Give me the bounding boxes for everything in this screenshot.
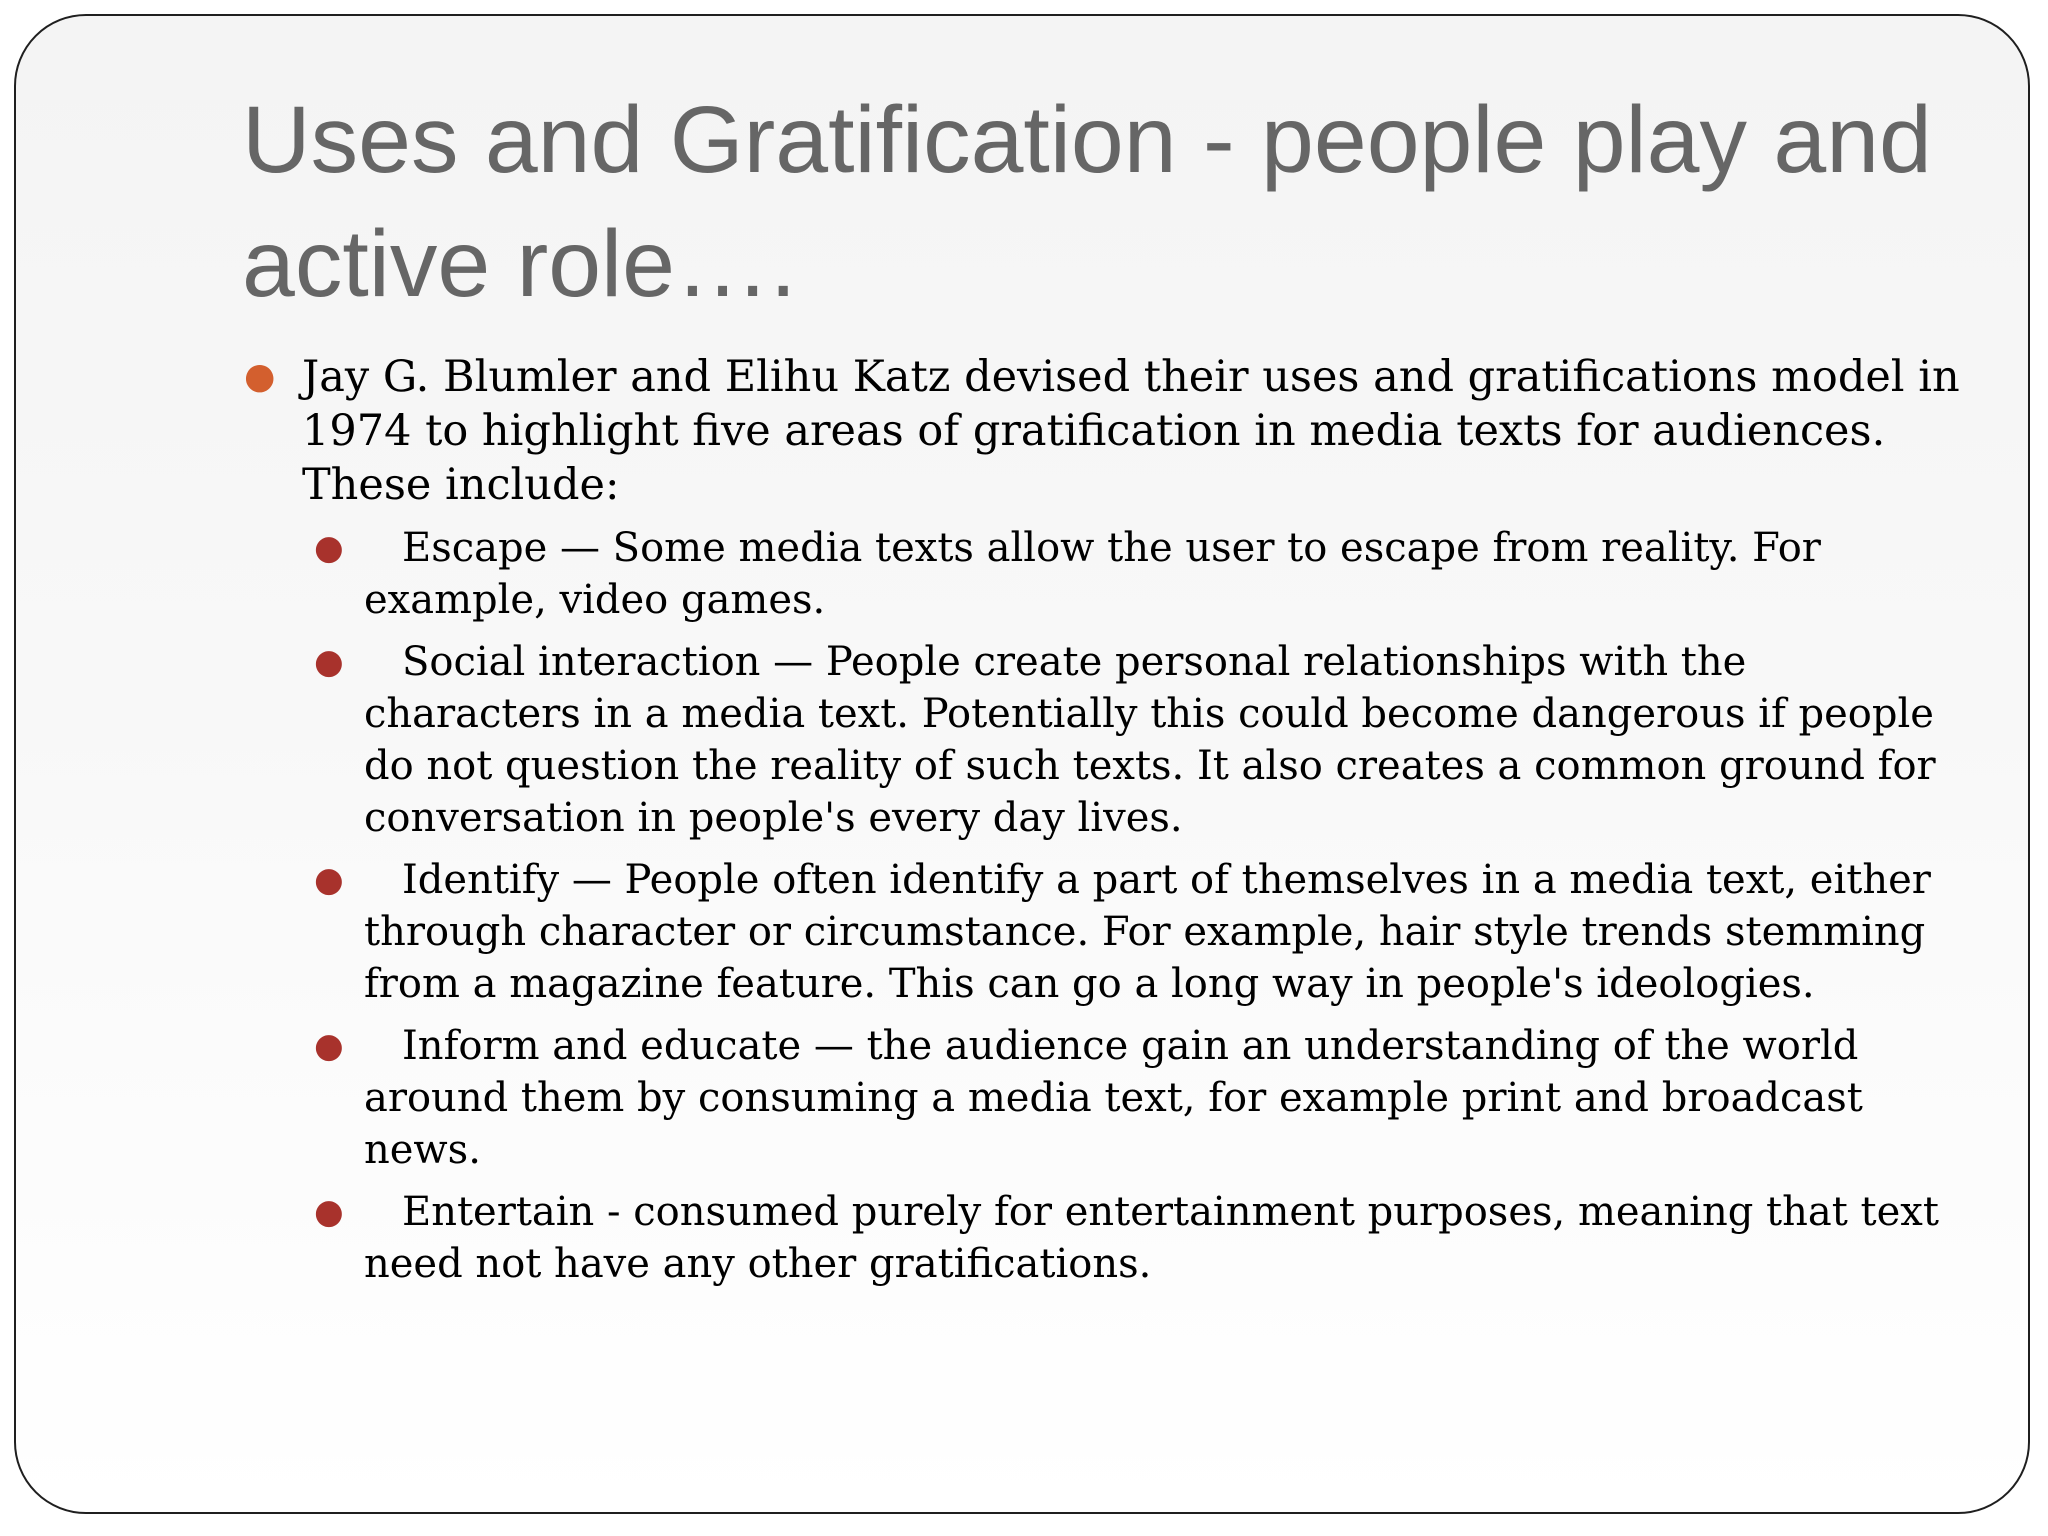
slide-body <box>242 350 1962 1290</box>
sub-bullet-text: Escape — Some media texts allow the user to escape from reality. For example, video games. <box>364 525 1821 623</box>
sub-bullet-text: Identify — People often identify a part of themselves in a media text, either through character or circumstance. For example, hair style trends stemming from a magazine feature. This can go a long way in people's ideologies. <box>364 857 1931 1007</box>
sub-bullet-text: Entertain - consumed purely for entertainment purposes, meaning that text need not have any other gratifications. <box>364 1189 1939 1287</box>
sub-bullet-entertain <box>242 1186 1962 1290</box>
bullet-dot-icon: ● <box>314 642 344 682</box>
bullet-dot-icon: ● <box>314 860 344 900</box>
bullet-dot-icon: ● <box>314 1192 344 1232</box>
sub-bullet-text: Social interaction — People create personal relationships with the characters in a media text. Potentially this could become dangerous if people do not question the reality of such texts. It also creates a common ground for conversation in people's every day lives. <box>364 639 1936 841</box>
bullet-dot-icon: ● <box>314 1026 344 1066</box>
sub-bullet-list <box>242 522 1962 1290</box>
sub-bullet-identify <box>242 854 1962 1010</box>
intro-text: Jay G. Blumler and Elihu Katz devised their uses and gratifications model in 1974 to highlight five areas of gratification in media texts for audiences. These include: <box>302 352 1960 510</box>
bullet-dot-icon: ● <box>314 528 344 568</box>
slide-frame <box>14 14 2030 1514</box>
bullet-item-intro <box>242 350 1962 512</box>
sub-bullet-text: Inform and educate — the audience gain an understanding of the world around them by consuming a media text, for example print and broadcast news. <box>364 1023 1863 1173</box>
bullet-dot-icon: ● <box>244 356 276 397</box>
sub-bullet-escape <box>242 522 1962 626</box>
slide-title: Uses and Gratification - people play and active role…. <box>242 87 1932 317</box>
sub-bullet-inform-educate <box>242 1020 1962 1176</box>
sub-bullet-social-interaction <box>242 636 1962 844</box>
